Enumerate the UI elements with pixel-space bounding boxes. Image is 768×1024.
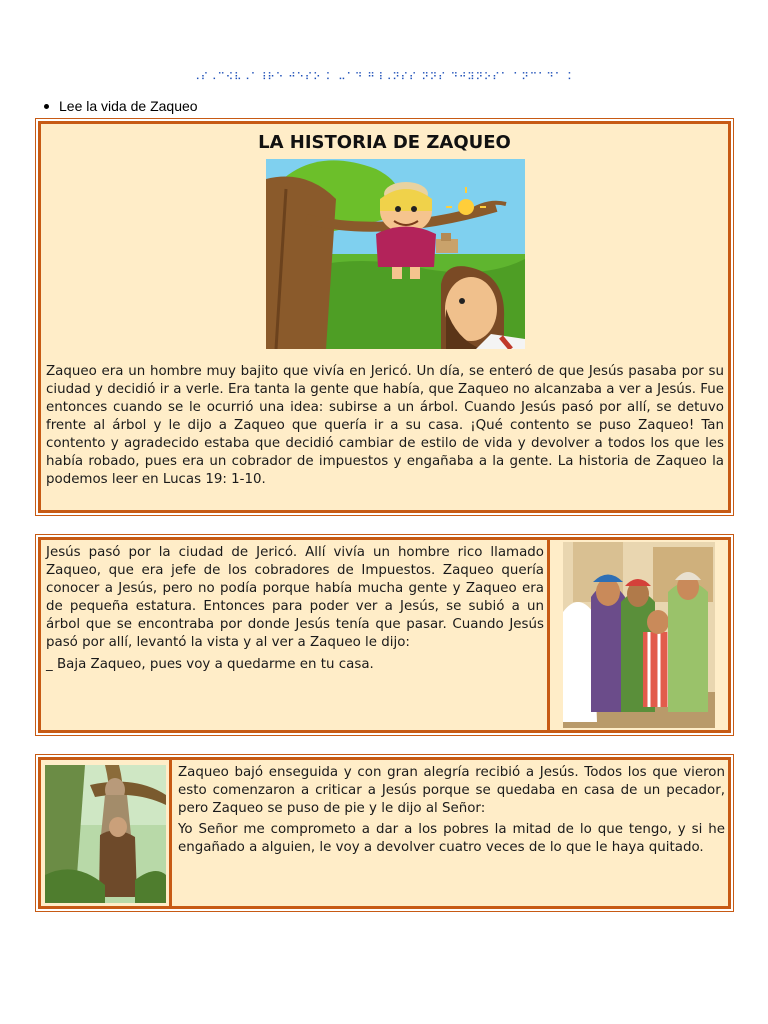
story-intro-text: Zaqueo era un hombre muy bajito que vivía en Jericó. Un día, se enteró de que Jesús pasaba por su ciudad y decidió ir a verle. Era tanta la gente que había, que Zaqueo no alcanzaba a ver a Jesús. Fue entonces cuando se le ocurrió una idea: subirse a un árbol. Cuando Jesús pasó por allí, se detuvo frente al árbol y le dijo a Zaqueo que quería ir a su casa. ¡Qué contento se puso Zaqueo! Tan contento y agradecido estaba que decidió cambiar de estilo de vida y devolver a todos los que les había robado, pues era un cobrador de impuestos y engañaba a la gente. La historia de Zaqueo la podemos leer en Lucas 19: 1-10.: [46, 364, 724, 487]
story-title: LA HISTORIA DE ZAQUEO: [258, 132, 511, 153]
instruction-bullet: [44, 98, 198, 114]
instruction-text: Lee la vida de Zaqueo: [59, 98, 198, 114]
story-panel-intro: [38, 121, 731, 513]
zaqueo-descending-illustration: [45, 765, 166, 903]
bullet-dot-icon: [44, 104, 49, 109]
jesus-quote: _ Baja Zaqueo, pues voy a quedarme en tu casa.: [46, 657, 374, 672]
panel-divider: [547, 540, 550, 730]
story-jerico-block: [46, 544, 544, 674]
story-panel-promise: [38, 757, 731, 909]
zaqueo-quote: Yo Señor me comprometo a dar a los pobres la mitad de lo que tengo, y si he engañado a alguien, le voy a devolver cuatro veces de lo que le haya quitado.: [178, 822, 725, 855]
crowd-illustration: [563, 542, 715, 728]
story-promise-text: Zaqueo bajó enseguida y con gran alegría recibió a Jesús. Todos los que vieron esto comenzaron a criticar a Jesús porque se quedaba en casa de un pecador, pero Zaqueo se puso de pie y le dijo al Señor:: [178, 765, 725, 816]
story-panel-jerico: [38, 537, 731, 733]
garbled-header-line: ⠠⠎⠠⠉⠪⠧⠠⠁⠸⠗⠑ ⠚⠑⠎⠕ ⠅ ⠤⠁⠙ ⠛⠸⠠⠝⠎⠎ ⠝⠝⠎ ⠙⠚⠽⠝⠕⠎⠁ ⠁⠝⠉⠁⠙⠁ ⠅: [192, 72, 576, 83]
story-promise-block: [178, 764, 725, 857]
panel-divider: [169, 760, 172, 906]
zaqueo-tree-illustration: [266, 159, 525, 349]
story-jerico-text: Jesús pasó por la ciudad de Jericó. Allí vivía un hombre rico llamado Zaqueo, que era jefe de los cobradores de Impuestos. Zaqueo quería conocer a Jesús, pero no podía porque había mucha gente y Zaqueo era de pequeña estatura. Entonces para poder ver a Jesús, se subió a un árbol que se encontraba por donde Jesús tenía que pasar. Cuando Jesús pasó por allí, levantó la vista y al ver a Zaqueo le dijo:: [46, 545, 544, 650]
